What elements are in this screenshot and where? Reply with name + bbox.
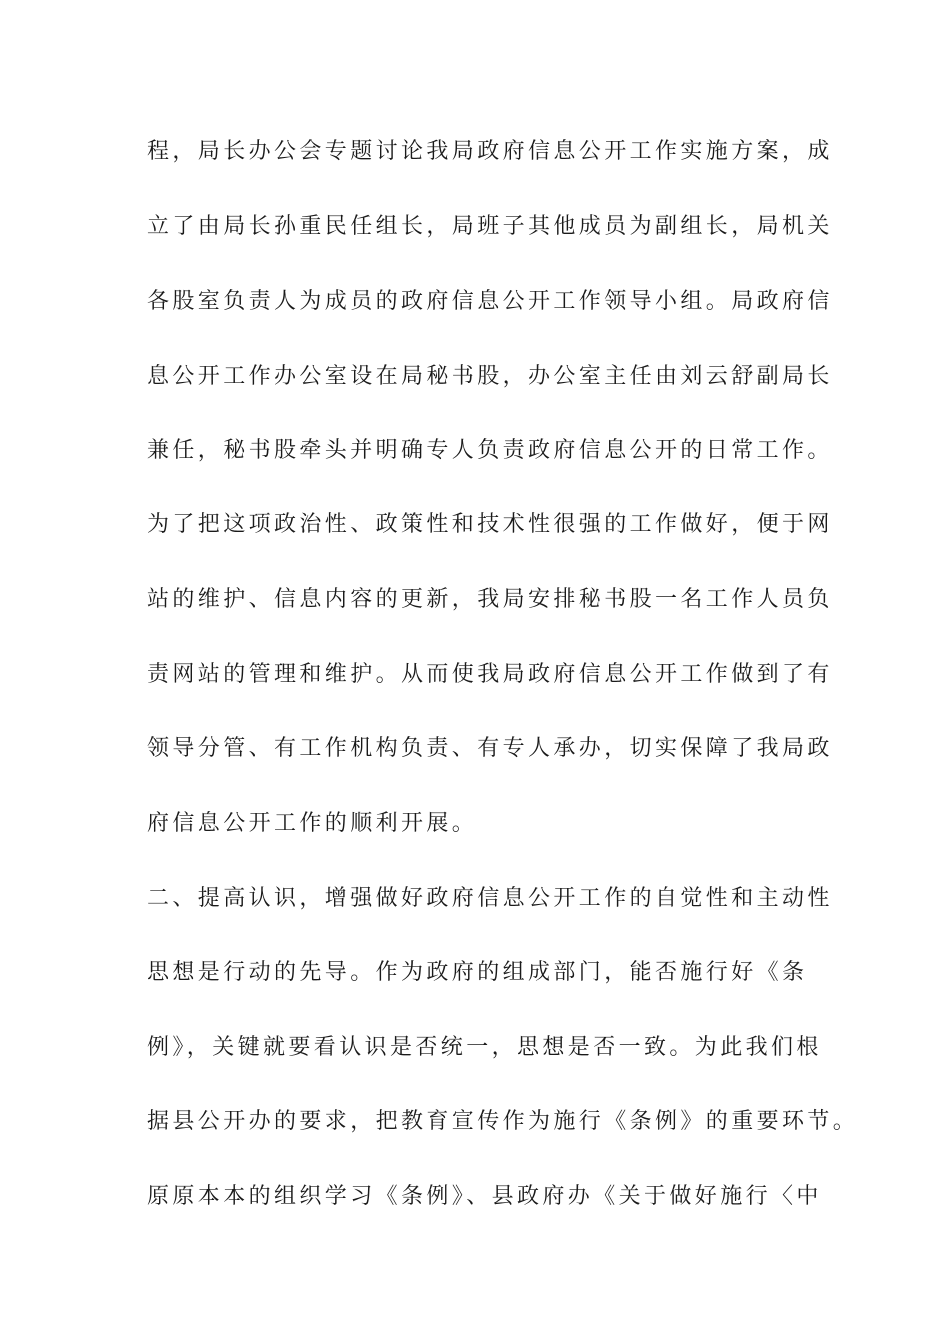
body-text-line: 原原本本的组织学习《条例》、县政府办《关于做好施行〈中	[147, 1184, 822, 1209]
body-text-line: 息公开工作办公室设在局秘书股，办公室主任由刘云舒副局长	[147, 364, 833, 389]
body-text-line: 责网站的管理和维护。从而使我局政府信息公开工作做到了有	[147, 662, 833, 687]
body-text-line: 为了把这项政治性、政策性和技术性很强的工作做好，便于网	[147, 512, 833, 537]
body-text-line: 例》，关键就要看认识是否统一，思想是否一致。为此我们根	[147, 1035, 822, 1060]
body-text-line: 各股室负责人为成员的政府信息公开工作领导小组。局政府信	[147, 289, 833, 314]
body-text-line: 领导分管、有工作机构负责、有专人承办，切实保障了我局政	[147, 736, 833, 761]
body-text-line: 立了由局长孙重民任组长，局班子其他成员为副组长，局机关	[147, 214, 833, 239]
body-text-line: 府信息公开工作的顺利开展。	[147, 811, 478, 836]
body-text-line: 站的维护、信息内容的更新，我局安排秘书股一名工作人员负	[147, 587, 833, 612]
body-text-line: 程，局长办公会专题讨论我局政府信息公开工作实施方案，成	[147, 139, 833, 164]
section-heading: 二、提高认识，增强做好政府信息公开工作的自觉性和主动性	[147, 886, 833, 911]
body-text-line: 思想是行动的先导。作为政府的组成部门，能否施行好《条	[147, 960, 808, 985]
body-text-line: 据县公开办的要求，把教育宣传作为施行《条例》的重要环节。	[147, 1109, 859, 1134]
body-text-line: 兼任，秘书股牵头并明确专人负责政府信息公开的日常工作。	[147, 438, 833, 463]
